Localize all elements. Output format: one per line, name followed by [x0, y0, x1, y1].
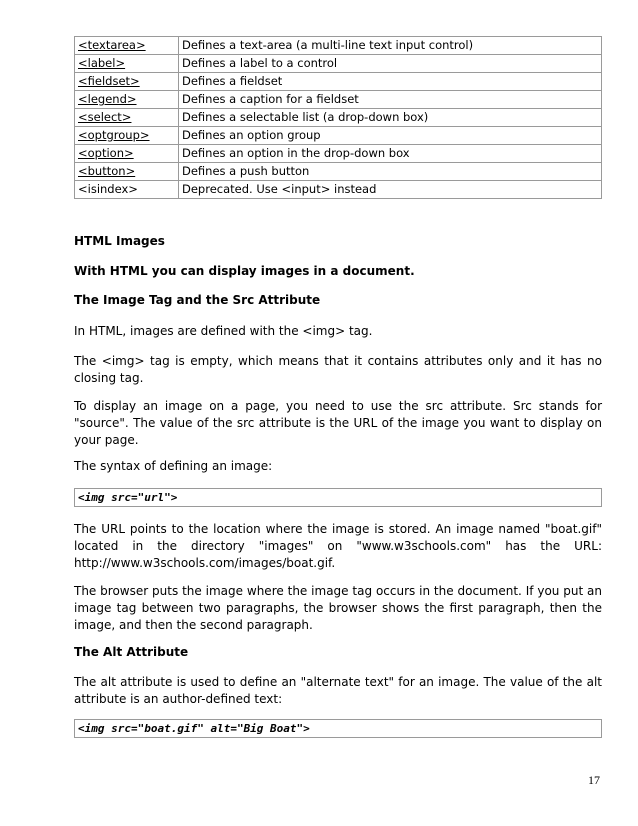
paragraph-syntax: The syntax of defining an image:	[74, 459, 273, 473]
tag-description-cell: Defines a label to a control	[179, 55, 602, 73]
table-row	[75, 163, 602, 181]
paragraph-img-tag: In HTML, images are defined with the <img> tag.	[74, 324, 373, 338]
code-example-src: <img src="url">	[74, 488, 602, 507]
tag-description-cell: Defines an option group	[179, 127, 602, 145]
section-title: HTML Images	[74, 234, 165, 248]
tag-description-cell: Defines a caption for a fieldset	[179, 91, 602, 109]
document-page	[74, 36, 602, 735]
table-row	[75, 109, 602, 127]
tag-description-cell: Defines a text-area (a multi-line text input control)	[179, 37, 602, 55]
tag-name-cell[interactable]: <fieldset>	[75, 73, 179, 91]
table-row	[75, 37, 602, 55]
table-row	[75, 55, 602, 73]
paragraph-alt-attribute: The alt attribute is used to define an "alternate text" for an image. The value of the alt attribute is an author-defined text:	[74, 675, 602, 706]
tag-name-cell[interactable]: <option>	[75, 145, 179, 163]
table-row	[75, 127, 602, 145]
table-row	[75, 91, 602, 109]
tag-description-cell: Defines an option in the drop-down box	[179, 145, 602, 163]
page-number: 17	[588, 773, 600, 787]
tag-name-cell[interactable]: <button>	[75, 163, 179, 181]
tag-name-cell[interactable]: <label>	[75, 55, 179, 73]
tag-name-cell[interactable]: <optgroup>	[75, 127, 179, 145]
table-row	[75, 181, 602, 199]
paragraph-url: The URL points to the location where the image is stored. An image named "boat.gif" located in the directory "images" on "www.w3schools.com" has the URL: http://www.w3schools.com/images/boat.gif.	[74, 522, 602, 570]
tag-name-cell[interactable]: <select>	[75, 109, 179, 127]
table-row	[75, 73, 602, 91]
tag-name-cell[interactable]: <legend>	[75, 91, 179, 109]
tag-description-cell: Defines a push button	[179, 163, 602, 181]
paragraph-empty-tag: The <img> tag is empty, which means that it contains attributes only and it has no closing tag.	[74, 354, 602, 385]
tag-reference-table	[74, 36, 602, 199]
tag-description-cell: Defines a fieldset	[179, 73, 602, 91]
section-intro: With HTML you can display images in a document.	[74, 264, 415, 278]
paragraph-image-placement: The browser puts the image where the image tag occurs in the document. If you put an image tag between two paragraphs, the browser shows the first paragraph, then the image, and then the second paragraph.	[74, 584, 602, 632]
table-row	[75, 145, 602, 163]
tag-name-cell: <isindex>	[75, 181, 179, 199]
tag-name-cell[interactable]: <textarea>	[75, 37, 179, 55]
tag-description-cell: Defines a selectable list (a drop-down box)	[179, 109, 602, 127]
tag-description-cell: Deprecated. Use <input> instead	[179, 181, 602, 199]
alt-attribute-heading: The Alt Attribute	[74, 645, 189, 659]
code-example-alt: <img src="boat.gif" alt="Big Boat">	[74, 719, 602, 738]
img-tag-heading: The Image Tag and the Src Attribute	[74, 293, 321, 307]
paragraph-src-attribute: To display an image on a page, you need to use the src attribute. Src stands for "source". The value of the src attribute is the URL of the image you want to display on your page.	[74, 399, 602, 447]
